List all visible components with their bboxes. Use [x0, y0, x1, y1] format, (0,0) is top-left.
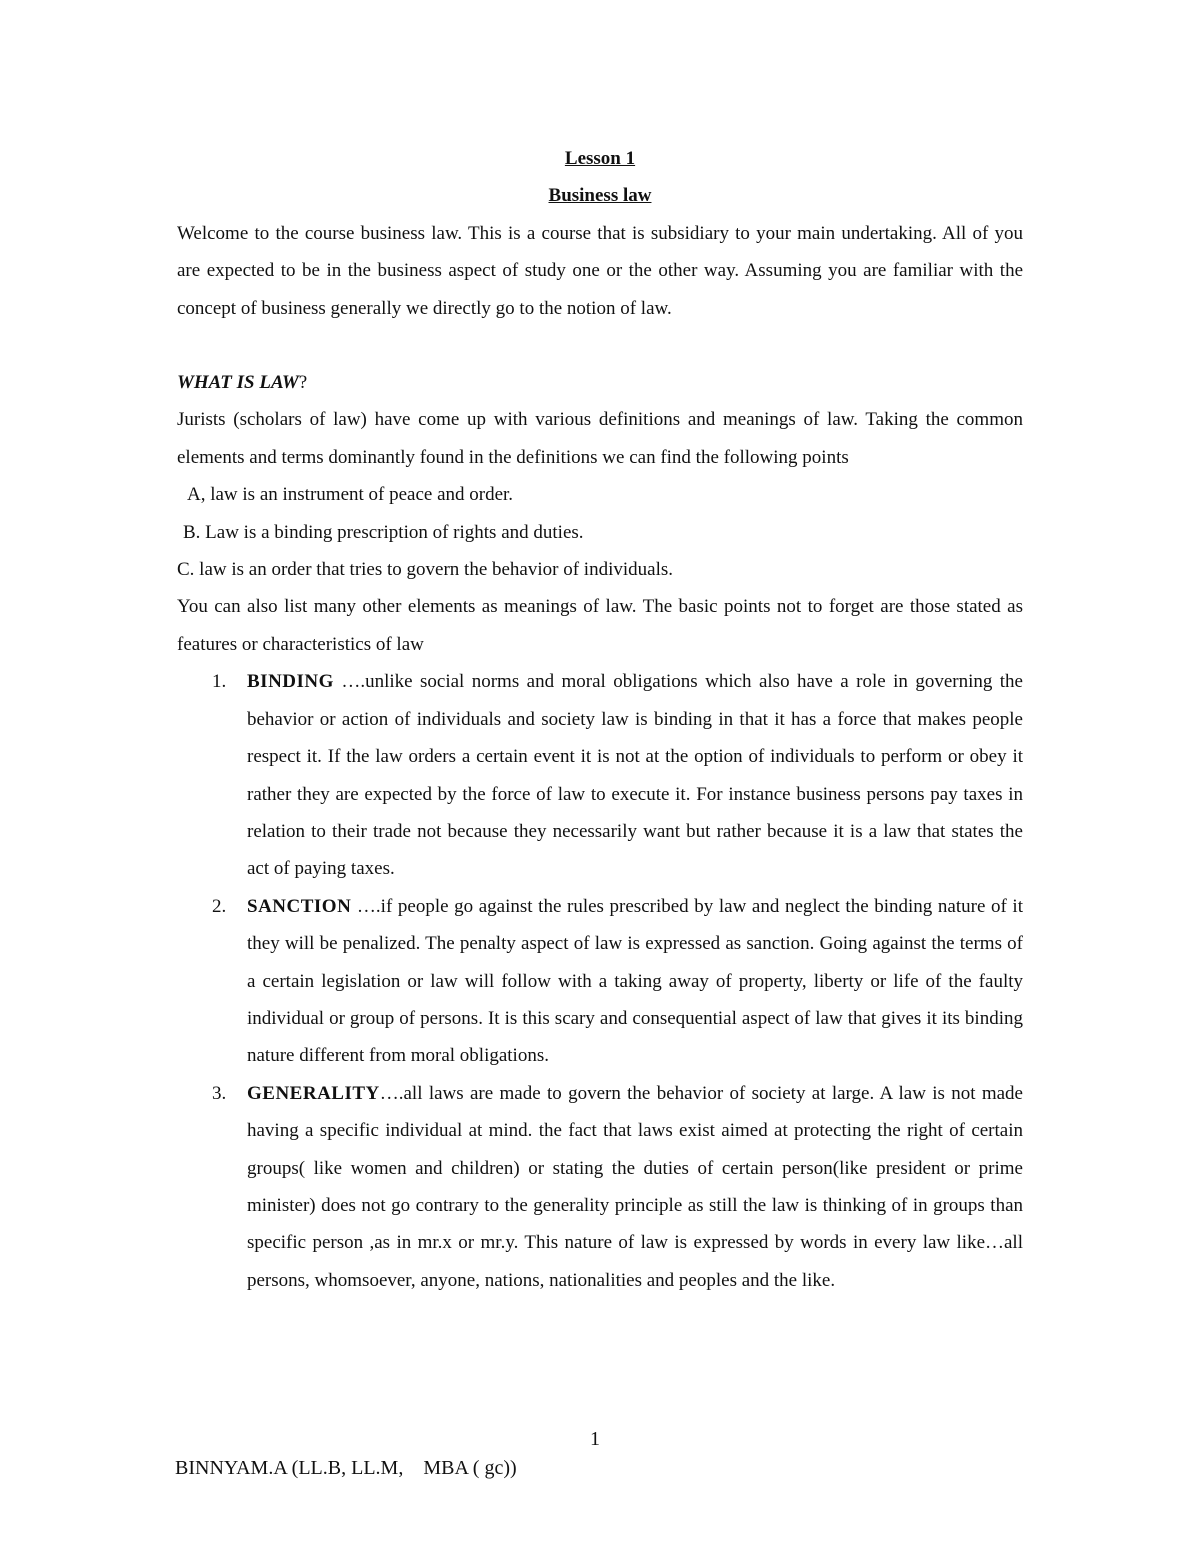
feature-number: 1. — [212, 671, 227, 693]
feature-term: GENERALITY — [247, 1082, 380, 1104]
point-c: C. law is an order that tries to govern the behavior of individuals. — [177, 559, 673, 581]
feature-item-binding — [177, 663, 1023, 887]
point-b: B. Law is a binding prescription of rights and duties. — [183, 521, 584, 543]
intro-paragraph: Welcome to the course business law. This is a course that is subsidiary to your main undertaking. All of you are expected to be in the business aspect of study one or the other way. Assuming you are familiar with the concept of business generally we directly go to the notion of law. — [177, 222, 1023, 319]
feature-item-sanction — [177, 888, 1023, 1075]
paragraph-gap — [177, 327, 1023, 364]
feature-text: ….if people go against the rules prescribed by law and neglect the binding nature of it they will be penalized. The penalty aspect of law is expressed as sanction. Going against the terms of a certain legislation or law will follow with a taking away of property, liberty or life of the faulty individual or group of persons. It is this scary and consequential aspect of law that gives it its binding nature different from moral obligations. — [247, 895, 1023, 1067]
lesson-title: Lesson 1 — [564, 148, 636, 169]
feature-text: ….all laws are made to govern the behavior of society at large. A law is not made having a specific individual at mind. the fact that laws exist aimed at protecting the right of certain groups( like women and children) or stating the duties of certain person(like president or prime minister) does not go contrary to the generality principle as still the law is thinking of in groups than specific person ,as in mr.x or mr.y. This nature of law is expressed by words in every law like…all persons, whomsoever, anyone, nations, nationalities and peoples and the like. — [247, 1082, 1023, 1291]
feature-term: BINDING — [247, 671, 334, 693]
features-intro-paragraph: You can also list many other elements as meanings of law. The basic points not to forget are those stated as features or characteristics of law — [177, 596, 1023, 655]
feature-term: SANCTION — [247, 895, 352, 917]
section-heading: WHAT IS LAW — [177, 372, 299, 394]
feature-item-generality — [177, 1075, 1023, 1299]
page-number: 1 — [590, 1428, 600, 1450]
point-a: A, law is an instrument of peace and order. — [187, 484, 514, 506]
feature-number: 2. — [212, 895, 227, 917]
section-heading-line — [177, 364, 1023, 401]
features-list — [177, 663, 1023, 1299]
course-title: Business law — [548, 185, 652, 207]
page-content — [177, 140, 1023, 1299]
feature-number: 3. — [212, 1082, 227, 1104]
section-heading-suffix: ? — [298, 372, 308, 394]
section-intro-paragraph: Jurists (scholars of law) have come up with various definitions and meanings of law. Taking the common elements and terms dominantly found in the definitions we can find the following points — [177, 409, 1023, 468]
feature-text: ….unlike social norms and moral obligations which also have a role in governing the behavior or action of individuals and society law is binding in that it has a force that makes people respect it. If the law orders a certain event it is not at the option of individuals to perform or obey it rather they are expected by the force of law to execute it. For instance business persons pay taxes in relation to their trade not because they necessarily want but rather because it is a law that states the act of paying taxes. — [247, 671, 1023, 880]
page-footer: BINNYAM.A (LL.B, LL.M, MBA ( gc)) — [175, 1457, 517, 1479]
